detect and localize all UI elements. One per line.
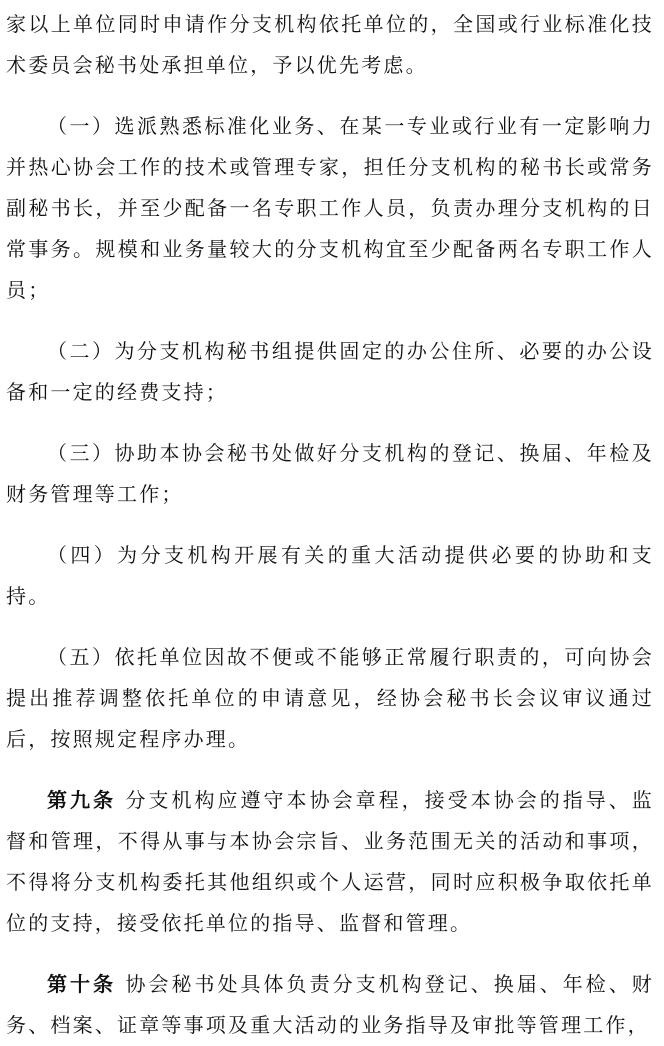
list-item-4: （四）为分支机构开展有关的重大活动提供必要的协助和支持。	[6, 543, 654, 608]
article-9-heading: 第九条	[47, 788, 117, 812]
list-item-5: （五）依托单位因故不便或不能够正常履行职责的，可向协会提出推荐调整依托单位的申请意见，经协会秘书长会议审议通过后，按照规定程序办理。	[6, 645, 654, 751]
list-item-2: （二）为分支机构秘书组提供固定的办公住所、必要的办公设备和一定的经费支持；	[6, 339, 654, 404]
article-10-body: 协会秘书处具体负责分支机构登记、换届、年检、财务、档案、证章等事项及重大活动的业务指导及审批等管理工作，	[6, 972, 654, 1037]
article-9	[6, 780, 654, 944]
article-10-heading: 第十条	[47, 972, 117, 996]
article-10	[6, 964, 654, 1046]
paragraph-continuation: 家以上单位同时申请作分支机构依托单位的，全国或行业标准化技术委员会秘书处承担单位，予以优先考虑。	[6, 12, 654, 77]
article-9-body: 分支机构应遵守本协会章程，接受本协会的指导、监督和管理，不得从事与本协会宗旨、业务范围无关的活动和事项，不得将分支机构委托其他组织或个人运营，同时应积极争取依托单位的支持，接受依托单位的指导、监督和管理。	[6, 788, 654, 935]
list-item-3: （三）协助本协会秘书处做好分支机构的登记、换届、年检及财务管理等工作；	[6, 441, 654, 506]
list-item-1: （一）选派熟悉标准化业务、在某一专业或行业有一定影响力并热心协会工作的技术或管理专家，担任分支机构的秘书长或常务副秘书长，并至少配备一名专职工作人员，负责办理分支机构的日常事务。规模和业务量较大的分支机构宜至少配备两名专职工作人员；	[6, 114, 654, 302]
